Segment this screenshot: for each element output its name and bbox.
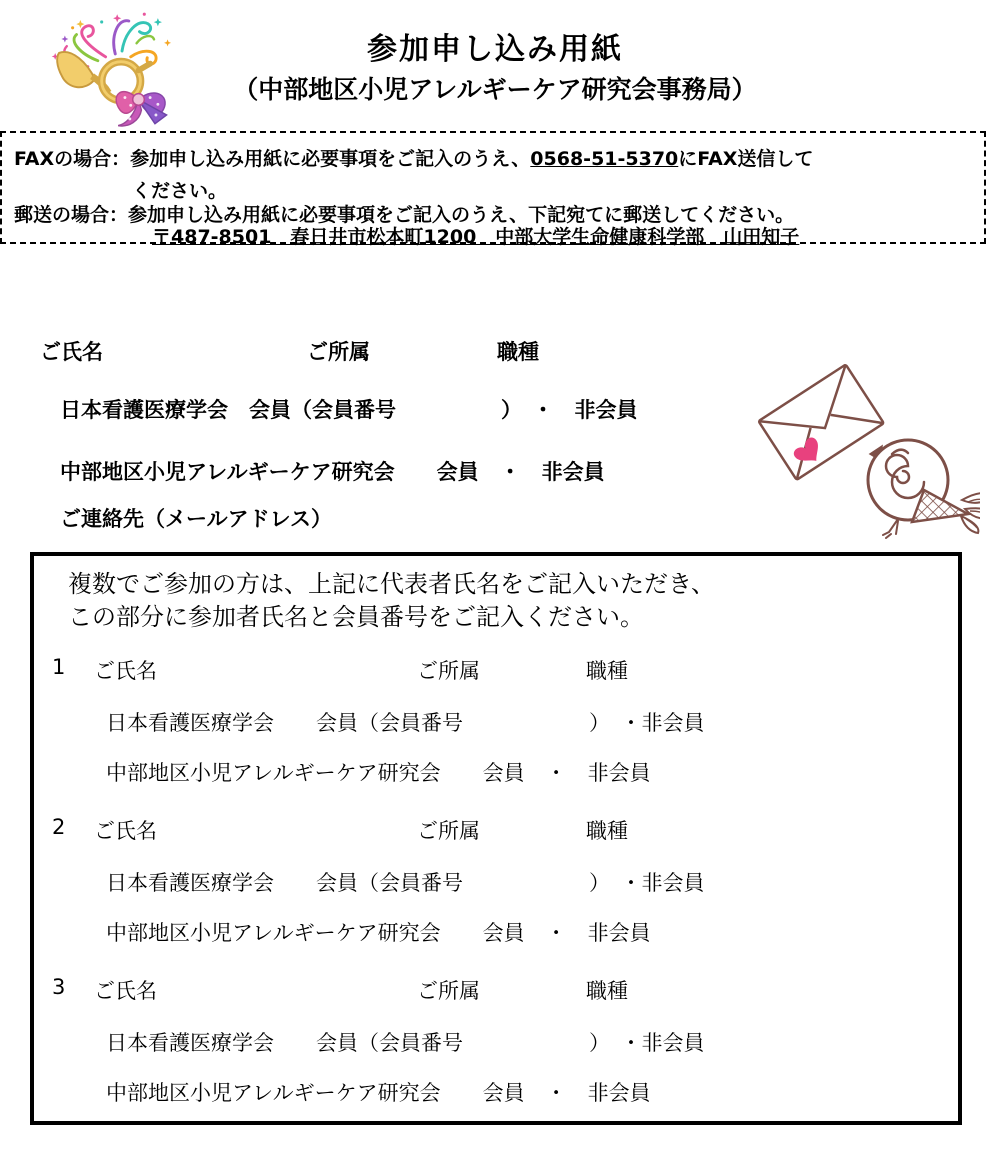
group-note-line1: 複数でご参加の方は、上記に代表者氏名をご記入いただき、 <box>68 570 716 598</box>
entry-number: 2 <box>52 815 66 839</box>
entry-job-label: 職種 <box>586 659 628 683</box>
page-subtitle: （中部地区小児アレルギーケア研究会事務局） <box>233 75 757 104</box>
entry-job-label: 職種 <box>586 819 628 843</box>
entry-care-society-line: 中部地区小児アレルギーケア研究会 会員 ・ 非会員 <box>106 761 651 785</box>
applicant-care-society-membership-line: 中部地区小児アレルギーケア研究会 会員 ・ 非会員 <box>60 460 605 484</box>
entry-society-line: 日本看護医療学会 会員（会員番号 ） ・非会員 <box>106 871 705 895</box>
applicant-affiliation-label: ご所属 <box>307 340 370 364</box>
entry-society-line: 日本看護医療学会 会員（会員番号 ） ・非会員 <box>106 1031 705 1055</box>
applicant-name-label: ご氏名 <box>40 340 103 364</box>
entry-affiliation-label: ご所属 <box>417 819 480 843</box>
fax-instruction-suffix: にFAX送信して <box>678 148 814 170</box>
group-entries-box <box>30 552 962 1125</box>
entry-care-society-line: 中部地区小児アレルギーケア研究会 会員 ・ 非会員 <box>106 1081 651 1105</box>
page-title: 参加申し込み用紙 <box>367 32 623 67</box>
entry-affiliation-label: ご所属 <box>417 979 480 1003</box>
fax-number: 0568-51-5370 <box>530 148 679 170</box>
group-note-line2: この部分に参加者氏名と会員番号をご記入ください。 <box>68 603 644 631</box>
entry-care-society-line: 中部地区小児アレルギーケア研究会 会員 ・ 非会員 <box>106 921 651 945</box>
instruction-box <box>0 131 986 248</box>
entry-name-label: ご氏名 <box>94 659 157 683</box>
entry-name-label: ご氏名 <box>94 819 157 843</box>
applicant-contact-label: ご連絡先（メールアドレス） <box>60 507 332 531</box>
applicant-society-membership-line: 日本看護医療学会 会員（会員番号 ） ・ 非会員 <box>60 398 638 422</box>
entry-number: 1 <box>52 655 66 679</box>
mail-instruction-line: 郵送の場合：参加申し込み用紙に必要事項をご記入のうえ、下記宛てに郵送してください。 <box>14 204 795 226</box>
entry-job-label: 職種 <box>586 979 628 1003</box>
fax-instruction-line <box>14 144 813 171</box>
mail-address: 〒487-8501 春日井市松本町1200 中部大学生命健康科学部 山田知子 <box>152 226 800 248</box>
entry-society-line: 日本看護医療学会 会員（会員番号 ） ・非会員 <box>106 711 705 735</box>
entry-name-label: ご氏名 <box>94 979 157 1003</box>
bird-with-envelope-icon <box>752 342 980 540</box>
envelope <box>758 365 883 480</box>
entry-affiliation-label: ご所属 <box>417 659 480 683</box>
bird <box>868 440 980 538</box>
entry-number: 3 <box>52 975 66 999</box>
fax-instruction-prefix: FAXの場合：参加申し込み用紙に必要事項をご記入のうえ、 <box>14 148 531 170</box>
fax-instruction-continuation: ください。 <box>132 180 228 202</box>
applicant-job-label: 職種 <box>497 340 539 364</box>
